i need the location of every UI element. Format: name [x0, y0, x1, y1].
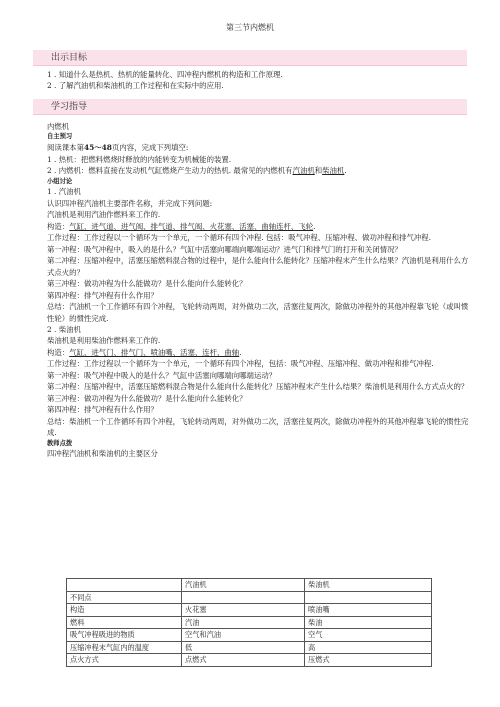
- table-row: [67, 616, 432, 629]
- gasoline-title: 1 . 汽油机: [47, 187, 81, 197]
- table-row: [67, 654, 432, 667]
- diesel-stroke-3: 第三冲程：做功冲程为什么能做功？是什么能向什么能转化？: [47, 393, 247, 403]
- table-cell: 压缩冲程末气缸内的温度: [67, 641, 182, 654]
- guidance-content: [33, 121, 471, 460]
- diesel-stroke-4: 第四冲程：排气冲程有什么作用？: [47, 405, 158, 415]
- gasoline-summary: 总结：汽油机一个工作循环有四个冲程，飞轮转动两周，对外做功二次，活塞往复两次，除做功冲程外的其他冲程靠飞轮（或叫惯性轮）的惯性完成.: [47, 302, 469, 323]
- table-header-cell: 汽油机: [182, 579, 305, 592]
- section-heading: 出示目标: [51, 53, 88, 63]
- diesel-summary: 总结：柴油机一个工作循环有四个冲程，飞轮转动两周，对外做功二次，活塞往复两次，除做功冲程外的其他冲程靠飞轮的惯性完成.: [47, 416, 469, 438]
- objective-item: 1 . 知道什么是热机、热机的能量转化、四冲程内燃机的构造和工作原理.: [47, 70, 283, 79]
- diesel-definition: 柴油机是利用柴油作燃料来工作的.: [47, 336, 161, 346]
- section-heading: 学习指导: [51, 102, 88, 112]
- comparison-table: [66, 578, 432, 667]
- table-header-cell: [67, 579, 182, 592]
- diesel-structure: 构造：气缸、进气门、排气门、喷油嘴、活塞、连杆、曲轴.: [47, 347, 242, 357]
- gasoline-stroke-3: 第三冲程：做功冲程为什么能做功？是什么能向什么能转化？: [47, 279, 247, 289]
- fill-item-1: 1 . 热机：把燃料燃烧时释放的内能转变为机械能的装置.: [47, 154, 232, 164]
- gasoline-stroke-1: 第一冲程：吸气冲程中，吸入的是什么？气缸中活塞向哪端向哪端运动？进气门和排气门的打开和关闭情况？: [47, 244, 402, 254]
- teacher-tips-label: 教师点拨: [47, 439, 73, 447]
- page-title: 第三节内燃机: [226, 23, 274, 32]
- group-discussion-label: 小组讨论: [47, 177, 73, 185]
- gasoline-structure: 构造：气缸、进气道、进气阀、排气道、排气阀、火花塞、活塞、曲轴连杆、飞轮.: [47, 221, 316, 231]
- table-cell: 点燃式: [182, 654, 305, 667]
- table-cell: 压燃式: [305, 654, 432, 667]
- table-cell: 高: [305, 641, 432, 654]
- table-cell: 点火方式: [67, 654, 182, 667]
- diesel-title: 2 . 柴油机: [47, 325, 81, 334]
- table-cell: 构造: [67, 604, 182, 617]
- fill-item-2: 2 . 内燃机：燃料直接在发动机气缸燃烧产生动力的热机. 最常见的内燃机有汽油机和柴油机.: [47, 166, 347, 176]
- gasoline-intro: 认识四冲程汽油机主要部件名称，并完成下列问题:: [47, 198, 213, 208]
- diesel-process: 工作过程：工作过程以一个循环为一个单元，一个循环有四个冲程，包括：吸气冲程、压缩冲程、做功冲程和排气冲程.: [47, 359, 434, 369]
- table-cell: 吸气冲程吸进的物质: [67, 629, 182, 642]
- table-cell: 燃料: [67, 616, 182, 629]
- topic-label: 内燃机: [47, 122, 70, 131]
- diesel-stroke-2: 第二冲程：压缩冲程中，活塞压缩燃料混合物是什么能向什么能转化？压缩冲程末产生什么结果？柴油机是利用什么方式点火的？: [47, 382, 469, 392]
- table-cell: 空气: [305, 629, 432, 642]
- table-row: [67, 629, 432, 642]
- table-cell: 空气和汽油: [182, 629, 305, 642]
- table-header-row: [67, 579, 432, 592]
- table-row: [67, 641, 432, 654]
- table-cell: 汽油: [182, 616, 305, 629]
- self-study-label: 自主预习: [47, 133, 73, 141]
- objectives-list: [33, 69, 471, 92]
- gasoline-stroke-2: 第二冲程：压缩冲程中，活塞压缩燃料混合物的过程中，是什么能向什么能转化？压缩冲程末产生什么结果？汽油机是利用什么方式点火的？: [47, 256, 469, 277]
- table-cell: 柴油: [305, 616, 432, 629]
- table-cell: 低: [182, 641, 305, 654]
- diesel-stroke-1: 第一冲程：吸气冲程中吸入的是什么？气缸中活塞向哪端向哪端运动？: [47, 370, 277, 380]
- table-cell: [182, 591, 305, 604]
- table-cell: 不同点: [67, 591, 182, 604]
- table-caption: 四冲程汽油机和柴油机的主要区分: [47, 449, 158, 459]
- reading-instruction: 阅读课本第45～48页内容，完成下列填空:: [47, 143, 189, 153]
- table-row: [67, 591, 432, 604]
- section-header-guidance: [33, 99, 467, 115]
- objective-item: 2 . 了解汽油机和柴油机的工作过程和在实际中的应用.: [47, 81, 224, 91]
- table-row: [67, 604, 432, 617]
- gasoline-stroke-4: 第四冲程：排气冲程有什么作用？: [47, 290, 158, 300]
- table-cell: 喷油嘴: [305, 604, 432, 617]
- table-header-cell: 柴油机: [305, 579, 432, 592]
- table-cell: [305, 591, 432, 604]
- gasoline-process: 工作过程：工作过程以一个循环为一个单元，一个循环有四个冲程. 包括：吸气冲程、压缩冲程、做功冲程和排气冲程.: [47, 233, 431, 243]
- section-header-objectives: [33, 50, 467, 66]
- gasoline-definition: 汽油机是利用汽油作燃料来工作的.: [47, 210, 161, 220]
- table-cell: 火花塞: [182, 604, 305, 617]
